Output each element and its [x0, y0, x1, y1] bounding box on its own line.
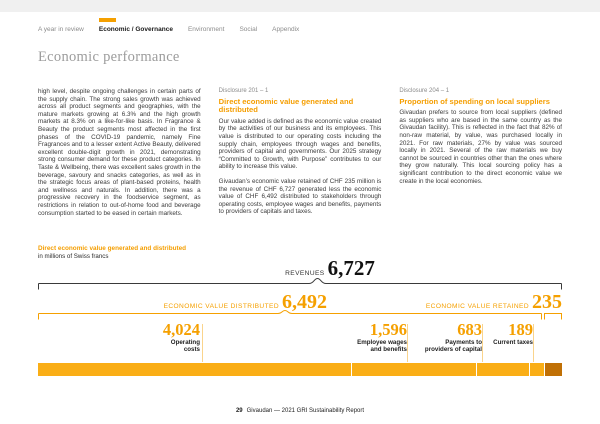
column-2 — [219, 88, 382, 224]
column-2-paragraph-1: Our value added is defined as the economic value created by the activities of our business and its employees. This value is distributed to our operating costs including the supply chain, employees through wages and benefits, providers of capital and governments. Our 2025 strategy “Committed to Growth, with Purpose” contributes to our ability to increase this value. — [218, 117, 382, 171]
chart-subtitle: in millions of Swiss francs — [38, 253, 109, 260]
disclosure-201-1: Disclosure 201 – 1 — [218, 88, 269, 94]
footer-text: Givaudan — 2021 GRI Sustainability Report — [246, 408, 365, 414]
bar-segment-3 — [529, 363, 544, 376]
segment-divider — [533, 324, 534, 362]
distributed-label: ECONOMIC VALUE DISTRIBUTED — [163, 303, 279, 310]
employee-wages-label: Employee wages and benefits — [357, 339, 407, 353]
page-number: 29 — [235, 408, 243, 414]
tab-environment[interactable]: Environment — [187, 26, 225, 33]
column-1-paragraph: high level, despite ongoing challenges in certain parts of the supply chain. The strong sales growth was achieved across all product segments and geographies, with the mature markets growing at 6.3% and the high growth markets at 8.3% on a like-for-like basis. In Fragrance & Beauty the product segments most affected in the first phases of the COVID-19 pandemic, namely Fine Fragrances and to a lesser extent Active Beauty, delivered excellent double-digit growth in 2021, demonstrating strong consumer demand for these product categories. In Taste & Wellbeing, there was excellent sales growth in the beverage, savoury and snacks categories, as well as in the strategic focus areas of plant-based proteins, health and wellness and naturals. In addition, there was a progressive recovery in the foodservice segment, as restrictions in relation to out-of-home food and beverage consumption started to be eased in certain markets. — [38, 88, 201, 217]
bar-segment-0 — [38, 363, 351, 376]
current-taxes-value: 189 — [508, 320, 533, 339]
tab-economic-governance[interactable] — [99, 24, 173, 33]
segment-operating-costs — [130, 321, 200, 353]
column-3 — [399, 88, 562, 224]
segment-divider — [482, 324, 483, 362]
revenues-value: 6,727 — [327, 256, 375, 280]
segment-employee-wages — [330, 321, 407, 353]
bar-segment-1 — [351, 363, 475, 376]
payments-capital-label: Payments to providers of capital — [424, 339, 482, 353]
segment-divider — [407, 324, 408, 362]
disclosure-204-1: Disclosure 204 – 1 — [399, 88, 450, 94]
heading-direct-economic-value: Direct economic value generated and distributed — [218, 96, 354, 115]
revenues-label: REVENUES — [285, 270, 325, 277]
operating-costs-value: 4,024 — [162, 320, 200, 339]
segment-divider — [202, 324, 203, 362]
bar-segment-4 — [544, 363, 562, 376]
operating-costs-label: Operating costs — [170, 339, 200, 353]
tab-appendix[interactable]: Appendix — [272, 26, 300, 33]
body-columns — [38, 88, 562, 224]
active-tab-indicator — [99, 18, 116, 22]
window-top-strip — [0, 0, 600, 12]
stacked-bar — [38, 363, 562, 376]
retained-bracket — [545, 314, 562, 320]
employee-wages-value: 1,596 — [369, 320, 407, 339]
tab-a-year-in-review[interactable]: A year in review — [38, 26, 84, 33]
retained-label: ECONOMIC VALUE RETAINED — [425, 303, 529, 310]
column-1 — [38, 88, 201, 224]
payments-capital-value: 683 — [457, 320, 482, 339]
tab-label: Economic / Governance — [98, 26, 173, 33]
revenues-brace — [38, 277, 562, 291]
page-footer — [0, 408, 600, 414]
distributed-value: 6,492 — [282, 291, 327, 313]
page-title: Economic performance — [38, 49, 180, 65]
retained-value: 235 — [532, 291, 562, 313]
chart-title: Direct economic value generated and distributed — [38, 245, 187, 252]
bar-segment-2 — [476, 363, 529, 376]
column-3-paragraph-1: Givaudan prefers to source from local suppliers (defined as suppliers who are based in the same country as the Givaudan facility). This is reflected in the fact that 82% of non-raw material, by value, was purchased locally in 2021. For raw materials, 27% by value was sourced locally in 2021. Several of the raw materials we buy cannot be sourced in countries other than the ones where they grow naturally. This local sourcing policy has a significant contribution to the direct economic value we create in the local economies. — [399, 109, 563, 185]
current-taxes-label: Current taxes — [493, 339, 533, 346]
column-2-paragraph-2: Givaudan’s economic value retained of CHF 235 million is the revenue of CHF 6,727 generated less the economic value of CHF 6,492 distributed to stakeholders through operating costs, employee wages and benefits, payments to providers of capitals and taxes. — [218, 177, 382, 216]
heading-local-suppliers: Proportion of spending on local suppliers — [399, 96, 550, 106]
section-nav — [38, 24, 299, 33]
tab-social[interactable]: Social — [239, 26, 258, 33]
segment-current-taxes — [455, 321, 533, 346]
